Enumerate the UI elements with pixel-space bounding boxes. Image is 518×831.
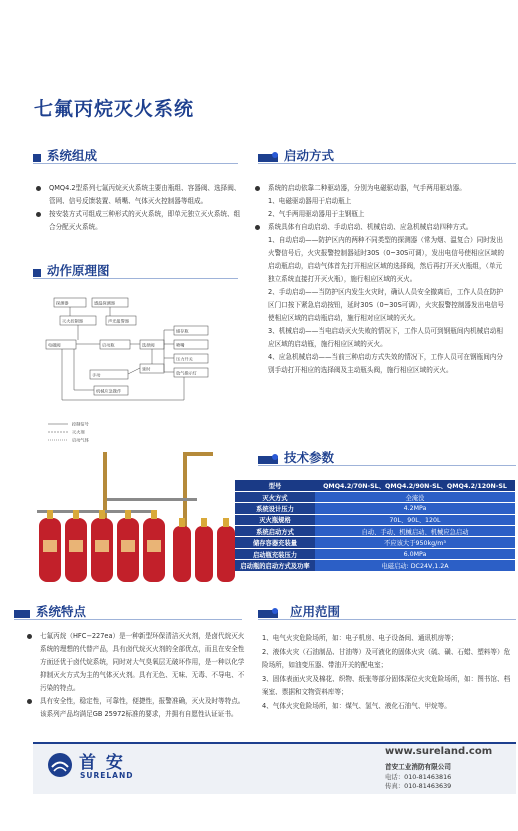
table-cell: 不应该大于950kg/m³: [315, 537, 515, 548]
bullet-icon: [27, 634, 32, 639]
legend-label: 启动气体: [72, 437, 89, 443]
bullet-icon: [255, 186, 260, 191]
logo-text-cn: 首 安: [79, 753, 125, 773]
header-rule: [258, 619, 516, 620]
footer-divider: [33, 742, 516, 744]
cylinders-illustration: [33, 448, 238, 584]
table-cell: 全淹没: [315, 491, 515, 502]
diagram-label: 储存瓶: [176, 328, 189, 334]
header-rule: [33, 163, 238, 164]
bullet-icon: [255, 225, 260, 230]
diagram-label: 电磁阀: [48, 342, 61, 348]
table-cell: 电磁启动: DC24V,1.2A: [315, 560, 515, 571]
legend-label: 控制信号: [72, 421, 89, 427]
diagram-label: 声光报警器: [108, 318, 129, 324]
header-bar: [14, 610, 30, 618]
table-cell: 灭火瓶规格: [235, 514, 315, 525]
header-bar: [33, 154, 41, 162]
page-title: 七氟丙烷灭火系统: [34, 98, 195, 120]
header-rule: [258, 465, 516, 466]
fax-number: 传真：010-81463639: [385, 782, 452, 790]
table-cell: 灭火方式: [235, 491, 315, 502]
table-row: [235, 537, 515, 548]
table-cell: 6.0MPa: [315, 548, 515, 559]
table-row: [235, 503, 515, 514]
table-row: [235, 526, 515, 537]
sureland-logo-icon: [47, 752, 73, 778]
list-subitem: 1、自动启动——防护区内的两种不同类型的探测器（常为烟、温复合）同时发出火警信号后，火灾报警控制器延时30S（0~30S可调），发出电信号使相应区域的启动瓶启动，启动气体首先打开相应区域的选择阀，然后再打开灭火瓶组，（单元独立系统直接打开灭火瓶），施行相应区域的灭火。: [268, 236, 504, 283]
list-subitem: 4、应急机械启动——当前三种启动方式失效的情况下，工作人员可在钢瓶间内分别手动打开相应的选择阀及主动瓶头阀，施行相应区域的灭火。: [268, 353, 503, 374]
bullet-icon: [36, 212, 41, 217]
diagram-label: 压力开关: [176, 356, 193, 362]
table-cell: 4.2MPa: [315, 503, 515, 514]
header-rule: [33, 278, 238, 279]
list-subitem: 3、机械启动——当电启动灭火失败的情况下，工作人员可到钢瓶间内机械启动相应区域的启动瓶，施行相应区域的灭火。: [268, 327, 503, 348]
list-item: 系统具体有自动启动、手动启动、机械启动、应急机械启动四种方式。: [252, 221, 508, 234]
diagram-label: 选择阀: [142, 342, 155, 348]
table-row: [235, 560, 515, 571]
section-title: 启动方式: [284, 148, 335, 163]
applications-list: [262, 632, 516, 713]
section-header-features: [14, 602, 244, 622]
list-subitem: 2、手动启动——当防护区内发生火灾时，确认人员安全撤离后，工作人员在防护区门口按下紧急启动按钮，延时30S（0~30S可调），火灾报警控制器发出电信号使相应区域的启动瓶启动，施行相对应区域的灭火。: [268, 288, 504, 322]
company-name: 首安工业消防有限公司: [385, 763, 451, 771]
table-row: [235, 480, 515, 491]
diagram-label: 手动: [92, 372, 101, 378]
list-item: 系统的启动依靠二种驱动器，分别为电磁驱动器，气手两用驱动器。: [252, 182, 508, 195]
footer: [33, 742, 516, 794]
bullet-icon: [27, 699, 32, 704]
product-photo: [33, 448, 238, 584]
list-item: 3、固体表面火灾及棉花、织物、纸张等部分固体深位火灾危险场所，如：图书馆、档案室、票据和文物资料库等；: [262, 674, 511, 696]
list-item: QMQ4.2型系列七氟丙烷灭火系统主要由瓶组、容器阀、选择阀、管网、信号反馈装置、喷嘴、气体灭火控制器等组成。: [33, 182, 243, 208]
list-item: 1、电气火灾危险场所，如：电子机房、电子设备间、通讯机房等；: [262, 634, 458, 642]
diagram-label: 启动瓶: [102, 342, 115, 348]
bullet-icon: [36, 186, 41, 191]
header-dot: [272, 454, 278, 460]
list-subitem: 1、电磁驱动器用于启动瓶上: [268, 197, 352, 205]
header-dot: [272, 152, 278, 158]
phone-number: 电话：010-81463816: [385, 773, 452, 781]
section-header-composition: [33, 146, 243, 166]
table-cell: 启动瓶充装压力: [235, 548, 315, 559]
list-item: 按安装方式可组成三种形式的灭火系统，即单元独立灭火系统、组合分配灭火系统。: [33, 208, 243, 234]
table-cell: 70L、90L、120L: [315, 514, 515, 525]
diagram-label: 灭火控制器: [62, 318, 83, 324]
section-title: 应用范围: [290, 604, 341, 619]
table-cell: 型号: [235, 480, 315, 491]
list-subitem: 2、气手两用驱动器用于主钢瓶上: [268, 210, 365, 218]
website-link[interactable]: www.sureland.com: [385, 746, 493, 757]
composition-list: [33, 182, 243, 234]
header-dot: [272, 608, 278, 614]
section-title: 动作原理图: [47, 263, 110, 278]
features-list: [24, 630, 246, 721]
table-row: [235, 548, 515, 559]
logo-text-en: SURELAND: [80, 771, 134, 780]
list-item: 具有安全性，稳定性，可靠性，便捷性，报警准确，灭火及时等特点。该系列产品均满足GB 25972标准的要求，并拥有自愿性认证证书。: [24, 695, 246, 721]
section-title: 系统组成: [47, 148, 98, 163]
section-title: 系统特点: [36, 604, 87, 619]
table-row: [235, 491, 515, 502]
diagram-label: 探测器: [56, 300, 69, 306]
legend-label: 灭火剂: [72, 429, 85, 435]
table-cell: 自动、手动、机械启动、机械应急启动: [315, 526, 515, 537]
diagram-label: 放气指示灯: [176, 370, 197, 376]
action-principle-diagram: [34, 296, 224, 456]
table-cell: 储存容器充装量: [235, 537, 315, 548]
spec-table: [235, 480, 515, 572]
diagram-label: 感温探测器: [94, 300, 115, 306]
section-title: 技术参数: [284, 450, 335, 465]
list-item: 2、液体火灾（石油制品、甘油等）及可液化的固体火灾（硫、磺、石蜡、塑料等）危险场所，如油变压器、带油开关的配电室；: [262, 647, 511, 669]
list-item: 4、气体火灾危险场所，如：煤气、氢气、液化石油气、甲烷等。: [262, 701, 451, 710]
diagram-label: 机械应急操作: [96, 388, 122, 394]
list-item: 七氟丙烷（HFC−227ea）是一种新型环保清洁灭火剂，是卤代烷灭火系统的理想的代替产品，具有卤代烷灭火剂的全部优点，而且在安全性方面还优于卤代烷系统，同时对大气臭氧层无破坏作用，是一种以化学抑制灭火方式为主的气体灭火剂。具有无色、无味、无毒、不导电、不污染的特点。: [24, 630, 246, 695]
section-header-applications: [258, 602, 516, 622]
section-header-principle: [33, 261, 243, 281]
section-header-startup: [258, 146, 516, 166]
diagram-svg: [34, 296, 224, 456]
diagram-label: 延时: [142, 366, 151, 372]
table-cell: 系统启动方式: [235, 526, 315, 537]
diagram-label: 喷嘴: [176, 342, 185, 348]
table-cell: QMQ4.2/70N-SL、QMQ4.2/90N-SL、QMQ4.2/120N-SL: [315, 480, 515, 491]
header-rule: [14, 619, 242, 620]
header-rule: [258, 163, 516, 164]
table-cell: 启动瓶的启动方式及功率: [235, 560, 315, 571]
table-row: [235, 514, 515, 525]
header-bar: [33, 269, 41, 277]
startup-list: [252, 182, 508, 377]
section-header-specs: [258, 448, 516, 468]
table-cell: 系统设计压力: [235, 503, 315, 514]
